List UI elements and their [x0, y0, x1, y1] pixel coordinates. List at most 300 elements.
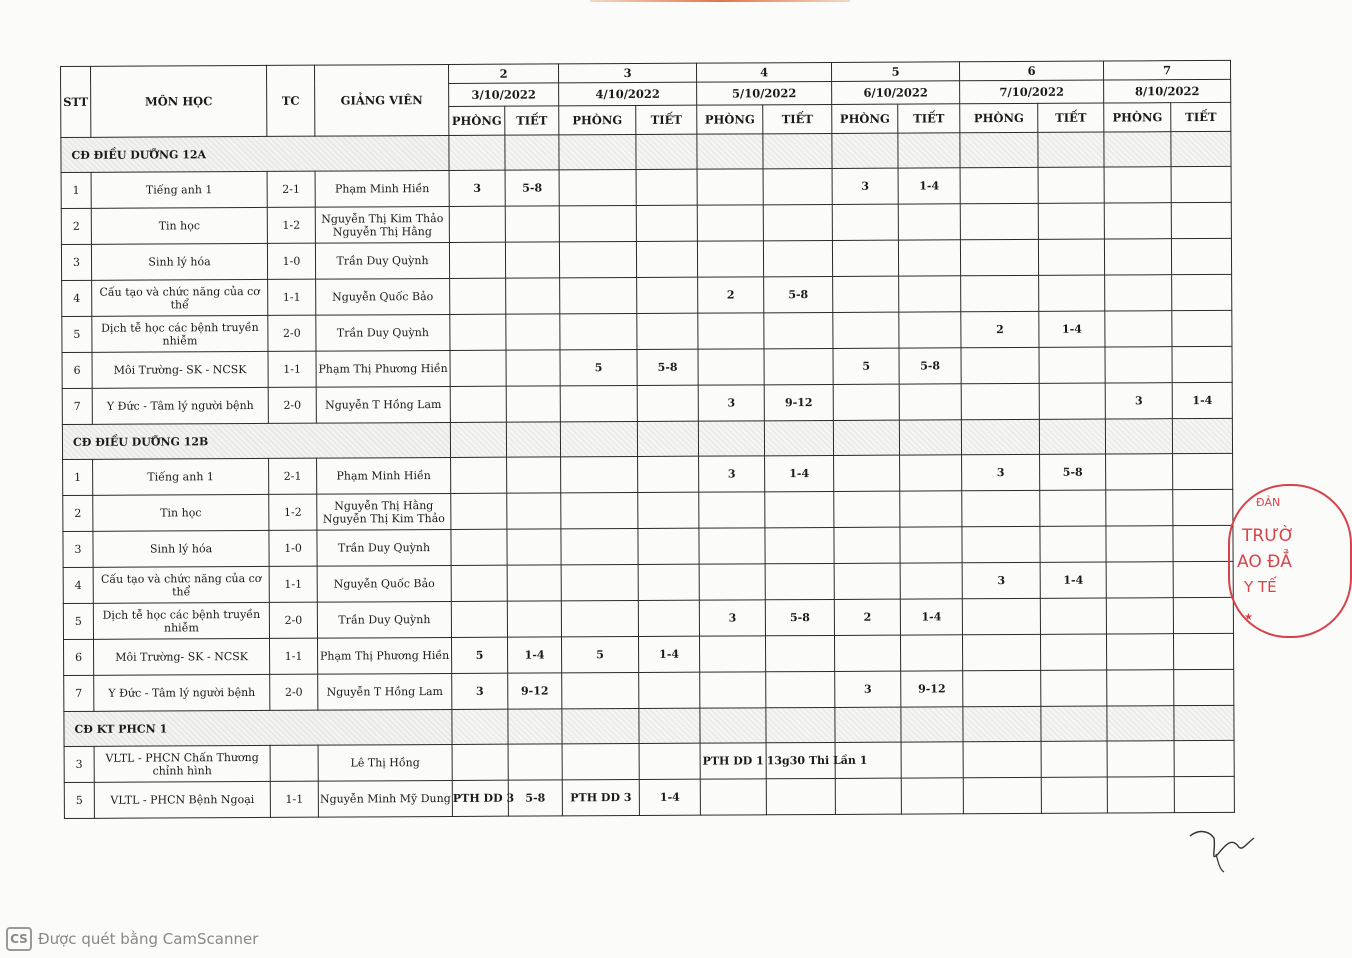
period-cell: [1173, 561, 1233, 597]
header-room: PHÒNG: [697, 105, 763, 134]
period-cell: [900, 455, 962, 491]
room-cell: [562, 743, 639, 779]
room-cell: 3: [1105, 383, 1172, 419]
header-tc: TC: [266, 65, 314, 136]
room-cell: [560, 277, 637, 313]
period-cell: [506, 350, 560, 386]
period-cell: [639, 672, 700, 708]
room-cell: [451, 565, 507, 601]
header-period: TIẾT: [1171, 102, 1231, 131]
period-cell: [766, 778, 835, 814]
room-cell: [697, 241, 763, 277]
header-period: TIẾT: [763, 104, 832, 133]
period-cell: [1041, 777, 1107, 813]
room-cell: 3: [962, 454, 1040, 490]
row-teacher: Nguyễn Thị Hằng Nguyễn Thị Kim Thảo: [317, 493, 451, 530]
row-teacher: Phạm Minh Hiền: [317, 457, 451, 494]
row-tc: 2-0: [268, 315, 316, 351]
row-subject: VLTL - PHCN Bệnh Ngoại: [94, 781, 270, 818]
period-cell: [505, 242, 559, 278]
room-cell: [1106, 562, 1173, 598]
period-cell: [639, 743, 700, 779]
period-cell: 5-8: [508, 780, 562, 816]
room-cell: [561, 492, 638, 528]
handwritten-signature: [1188, 824, 1258, 874]
period-cell: [901, 635, 963, 671]
room-cell: 5: [833, 348, 899, 384]
section-title: CĐ ĐIỀU DƯỠNG 12A: [61, 135, 449, 172]
row-teacher: Trần Duy Quỳnh: [317, 529, 451, 566]
room-cell: [962, 490, 1040, 526]
period-cell: 1-4: [1040, 562, 1106, 598]
period-cell: 9-12: [901, 671, 963, 707]
section-empty-cell: [960, 132, 1038, 167]
period-cell: [1038, 239, 1104, 275]
table-row: [63, 525, 1233, 567]
room-cell: [561, 456, 638, 492]
period-cell: 1-4: [639, 636, 700, 672]
room-cell: [698, 313, 764, 349]
room-cell: 3: [452, 673, 508, 709]
room-cell: [1104, 167, 1171, 203]
room-cell: PTH DD 1: [700, 743, 766, 779]
timetable: [60, 60, 1235, 819]
room-cell: 5: [560, 349, 637, 385]
period-cell: [508, 744, 562, 780]
row-tc: 1-1: [270, 781, 318, 817]
room-cell: [561, 528, 638, 564]
row-stt: 5: [63, 603, 93, 639]
row-stt: 2: [61, 208, 91, 244]
period-cell: [636, 241, 697, 277]
period-cell: [1041, 741, 1107, 777]
room-cell: [450, 278, 506, 314]
row-stt: 7: [64, 675, 94, 711]
room-cell: 2: [961, 311, 1039, 347]
period-cell: [1038, 167, 1104, 203]
period-cell: 9-12: [508, 673, 562, 709]
period-cell: 1-4: [900, 599, 962, 635]
section-empty-cell: [832, 133, 898, 168]
row-teacher: Trần Duy Quỳnh: [315, 242, 449, 279]
room-cell: 3: [832, 168, 898, 204]
section-empty-cell: [963, 706, 1041, 741]
period-cell: [900, 527, 962, 563]
room-cell: [961, 383, 1039, 419]
room-cell: [698, 349, 764, 385]
row-tc: 1-0: [267, 243, 315, 279]
period-cell: [1171, 166, 1231, 202]
room-cell: [963, 634, 1041, 670]
header-period: TIẾT: [636, 105, 697, 134]
row-tc: [270, 745, 318, 781]
room-cell: 3: [835, 671, 901, 707]
period-cell: [507, 457, 561, 493]
room-cell: [699, 564, 765, 600]
period-cell: 1-4: [639, 779, 700, 815]
table-body: [61, 131, 1235, 818]
section-empty-cell: [636, 134, 697, 169]
room-cell: 5: [451, 637, 507, 673]
section-empty-cell: [1041, 706, 1107, 741]
room-cell: [451, 493, 507, 529]
room-cell: [452, 744, 508, 780]
room-cell: [835, 635, 901, 671]
period-cell: [506, 386, 560, 422]
period-cell: [1041, 670, 1107, 706]
period-cell: [1172, 310, 1232, 346]
table-row: [63, 561, 1233, 603]
room-cell: [559, 241, 636, 277]
room-cell: [450, 314, 506, 350]
header-period: TIẾT: [898, 104, 960, 133]
room-cell: [451, 457, 507, 493]
top-scan-mark: [590, 0, 850, 2]
period-cell: [766, 635, 835, 671]
row-teacher: Nguyễn Minh Mỹ Dung: [318, 780, 452, 817]
row-stt: 5: [64, 782, 94, 818]
row-tc: 2-0: [270, 674, 318, 710]
period-cell: [898, 240, 960, 276]
section-empty-cell: [835, 707, 901, 742]
row-teacher: Phạm Thị Phương Hiền: [317, 637, 451, 674]
section-empty-cell: [698, 421, 764, 456]
room-cell: [963, 670, 1041, 706]
row-tc: 1-0: [269, 530, 317, 566]
period-cell: [1039, 383, 1105, 419]
room-cell: [700, 779, 766, 815]
timetable-sheet: [60, 60, 1234, 819]
period-cell: 1-4: [1172, 382, 1232, 418]
camscanner-logo-icon: CS: [6, 927, 32, 951]
header-day-num: 6: [960, 61, 1104, 81]
period-cell: [901, 778, 963, 814]
row-teacher: Trần Duy Quỳnh: [316, 314, 450, 351]
room-cell: [1107, 634, 1174, 670]
table-row: [61, 238, 1231, 280]
row-tc: 1-1: [270, 638, 318, 674]
header-room: PHÒNG: [960, 103, 1038, 132]
star-icon: ★: [1244, 612, 1253, 623]
header-date: 4/10/2022: [559, 82, 697, 106]
table-row: [62, 274, 1232, 316]
period-cell: [901, 742, 963, 778]
period-cell: [507, 601, 561, 637]
room-cell: [449, 206, 505, 242]
header-teacher: GIẢNG VIÊN: [314, 64, 448, 136]
section-empty-cell: [508, 709, 562, 744]
room-cell: 2: [834, 599, 900, 635]
table-row: [64, 669, 1234, 711]
row-teacher: Nguyễn Quốc Bảo: [317, 565, 451, 602]
period-cell: [637, 277, 698, 313]
row-teacher: Nguyễn Quốc Bảo: [316, 278, 450, 315]
row-tc: 1-1: [268, 279, 316, 315]
row-teacher: Nguyễn T Hồng Lam: [316, 386, 450, 423]
row-tc: 1-2: [269, 494, 317, 530]
row-subject: Môi Trường- SK - NCSK: [92, 351, 268, 388]
period-cell: [506, 278, 560, 314]
row-subject: Cấu tạo và chức năng của cơ thể: [92, 279, 268, 316]
period-cell: 5-8: [1040, 454, 1106, 490]
section-empty-cell: [1039, 419, 1105, 454]
row-subject: Dịch tễ học các bệnh truyền nhiễm: [93, 602, 269, 639]
period-cell: [765, 563, 834, 599]
room-cell: 3: [698, 385, 764, 421]
row-tc: 2-0: [269, 602, 317, 638]
room-cell: [960, 167, 1038, 203]
section-empty-cell: [639, 708, 700, 743]
header-date: 3/10/2022: [449, 83, 559, 107]
room-cell: [699, 528, 765, 564]
camscanner-text: Được quét bằng CamScanner: [38, 930, 259, 948]
room-cell: 3: [449, 170, 505, 206]
room-cell: [1104, 239, 1171, 275]
header-date: 8/10/2022: [1104, 79, 1231, 103]
header-stt: STT: [61, 66, 91, 137]
room-cell: [1105, 311, 1172, 347]
row-stt: 7: [62, 388, 92, 424]
room-cell: [700, 672, 766, 708]
period-cell: [1040, 490, 1106, 526]
room-cell: [835, 778, 901, 814]
camscanner-footer: [6, 928, 258, 950]
row-tc: 2-1: [269, 458, 317, 494]
row-subject: Y Đức - Tâm lý người bệnh: [94, 674, 270, 711]
room-cell: 3: [699, 600, 765, 636]
room-cell: [961, 275, 1039, 311]
table-row: [63, 453, 1233, 495]
table-row: [64, 776, 1234, 818]
table-row: [63, 597, 1233, 639]
table-row: [61, 202, 1231, 244]
section-empty-cell: [1105, 419, 1172, 454]
room-cell: PTH DD 3: [452, 780, 508, 816]
row-subject: Tiếng anh 1: [93, 458, 269, 495]
room-cell: [1105, 347, 1172, 383]
row-stt: 3: [64, 746, 94, 782]
section-empty-cell: [1104, 132, 1171, 167]
room-cell: [560, 313, 637, 349]
period-cell: 5-8: [764, 276, 833, 312]
room-cell: [1106, 490, 1173, 526]
period-cell: [1040, 598, 1106, 634]
row-tc: 2-1: [267, 171, 315, 207]
room-cell: [961, 347, 1039, 383]
period-cell: [899, 276, 961, 312]
period-cell: [507, 493, 561, 529]
room-cell: [697, 205, 763, 241]
section-empty-cell: [961, 419, 1039, 454]
row-teacher: Nguyễn Thị Kim Thảo Nguyễn Thị Hằng: [315, 206, 449, 243]
period-cell: 13g30 Thi Lần 1: [766, 742, 835, 778]
room-cell: [1106, 598, 1173, 634]
header-day-num: 3: [559, 63, 697, 83]
period-cell: 1-4: [898, 168, 960, 204]
period-cell: [638, 528, 699, 564]
room-cell: [962, 598, 1040, 634]
section-empty-cell: [898, 133, 960, 168]
row-teacher: Phạm Minh Hiền: [315, 170, 449, 207]
room-cell: PTH DD 3: [562, 779, 639, 815]
row-teacher: Lê Thị Hồng: [318, 744, 452, 781]
row-subject: Sinh lý hóa: [91, 243, 267, 280]
row-tc: 2-0: [268, 387, 316, 423]
room-cell: [833, 384, 899, 420]
header-period: TIẾT: [1038, 103, 1104, 132]
section-empty-cell: [899, 420, 961, 455]
row-subject: Cấu tạo và chức năng của cơ thể: [93, 566, 269, 603]
room-cell: [562, 672, 639, 708]
room-cell: [1104, 203, 1171, 239]
red-seal-stamp: [1228, 484, 1352, 638]
period-cell: [1173, 489, 1233, 525]
period-cell: [1171, 238, 1231, 274]
period-cell: [1038, 203, 1104, 239]
room-cell: [963, 741, 1041, 777]
section-empty-cell: [1107, 706, 1174, 741]
room-cell: [561, 600, 638, 636]
header-day-num: 2: [448, 64, 558, 84]
section-empty-cell: [1172, 418, 1232, 453]
row-stt: 3: [61, 244, 91, 280]
room-cell: [834, 491, 900, 527]
period-cell: [505, 206, 559, 242]
room-cell: [1107, 741, 1174, 777]
table-row: [62, 346, 1232, 388]
period-cell: [763, 168, 832, 204]
header-period: TIẾT: [505, 106, 559, 135]
room-cell: [962, 526, 1040, 562]
room-cell: [960, 239, 1038, 275]
period-cell: [1173, 597, 1233, 633]
period-cell: [763, 204, 832, 240]
period-cell: [1174, 740, 1234, 776]
period-cell: [507, 565, 561, 601]
row-tc: 1-1: [268, 351, 316, 387]
period-cell: [637, 313, 698, 349]
room-cell: 3: [699, 456, 765, 492]
table-row: [64, 633, 1234, 675]
row-teacher: Phạm Thị Phương Hiền: [316, 350, 450, 387]
header-date: 6/10/2022: [832, 81, 960, 105]
room-cell: [1106, 526, 1173, 562]
room-cell: 3: [962, 562, 1040, 598]
period-cell: 5-8: [899, 348, 961, 384]
period-cell: [763, 240, 832, 276]
room-cell: [834, 563, 900, 599]
header-room: PHÒNG: [449, 106, 505, 135]
section-empty-cell: [505, 135, 559, 170]
period-cell: 1-4: [1039, 311, 1105, 347]
room-cell: [1106, 454, 1173, 490]
header-day-num: 5: [832, 62, 960, 82]
row-stt: 1: [63, 459, 93, 495]
header-room: PHÒNG: [832, 104, 898, 133]
section-empty-cell: [560, 421, 637, 456]
room-cell: [560, 385, 637, 421]
period-cell: 5-8: [505, 170, 559, 206]
room-cell: [833, 276, 899, 312]
period-cell: [765, 491, 834, 527]
period-cell: [1040, 526, 1106, 562]
header-room: PHÒNG: [1104, 103, 1171, 132]
row-subject: Tin học: [93, 494, 269, 531]
row-tc: 1-2: [267, 207, 315, 243]
room-cell: [449, 242, 505, 278]
row-stt: 4: [62, 280, 92, 316]
period-cell: [764, 348, 833, 384]
room-cell: 5: [562, 636, 639, 672]
room-cell: [833, 312, 899, 348]
stamp-text: AO ĐẲ: [1237, 552, 1292, 572]
room-cell: [700, 636, 766, 672]
period-cell: [638, 492, 699, 528]
room-cell: [451, 601, 507, 637]
period-cell: [1173, 453, 1233, 489]
period-cell: [766, 671, 835, 707]
row-tc: 1-1: [269, 566, 317, 602]
room-cell: [559, 169, 636, 205]
room-cell: [697, 169, 763, 205]
row-subject: Tin học: [91, 207, 267, 244]
period-cell: [1174, 633, 1234, 669]
period-cell: [1172, 346, 1232, 382]
period-cell: [765, 527, 834, 563]
section-empty-cell: [559, 134, 636, 169]
period-cell: [764, 312, 833, 348]
room-cell: [832, 240, 898, 276]
section-title: CĐ ĐIỀU DƯỠNG 12B: [62, 422, 450, 459]
room-cell: [832, 204, 898, 240]
period-cell: 1-4: [507, 637, 561, 673]
period-cell: [1039, 275, 1105, 311]
period-cell: [1174, 669, 1234, 705]
room-cell: [1107, 670, 1174, 706]
period-cell: [1174, 776, 1234, 812]
period-cell: [1039, 347, 1105, 383]
period-cell: [900, 491, 962, 527]
period-cell: [507, 529, 561, 565]
row-subject: Tiếng anh 1: [91, 171, 267, 208]
room-cell: [450, 386, 506, 422]
section-empty-cell: [562, 708, 639, 743]
section-empty-cell: [1038, 132, 1104, 167]
room-cell: [559, 205, 636, 241]
period-cell: [1171, 202, 1231, 238]
period-cell: [637, 385, 698, 421]
room-cell: [1107, 777, 1174, 813]
table-row: [62, 382, 1232, 424]
stamp-text: TRƯỜ: [1242, 526, 1295, 546]
section-empty-cell: [764, 420, 833, 455]
period-cell: 5-8: [765, 599, 834, 635]
section-empty-cell: [452, 709, 508, 744]
row-subject: Sinh lý hóa: [93, 530, 269, 567]
period-cell: 5-8: [637, 349, 698, 385]
row-stt: 1: [61, 172, 91, 208]
period-cell: [506, 314, 560, 350]
period-cell: [636, 169, 697, 205]
room-cell: [699, 492, 765, 528]
header-subject: MÔN HỌC: [91, 65, 267, 137]
section-empty-cell: [506, 422, 560, 457]
period-cell: [900, 563, 962, 599]
period-cell: [1172, 274, 1232, 310]
table-header: [61, 60, 1231, 137]
row-stt: 6: [62, 352, 92, 388]
room-cell: [451, 529, 507, 565]
